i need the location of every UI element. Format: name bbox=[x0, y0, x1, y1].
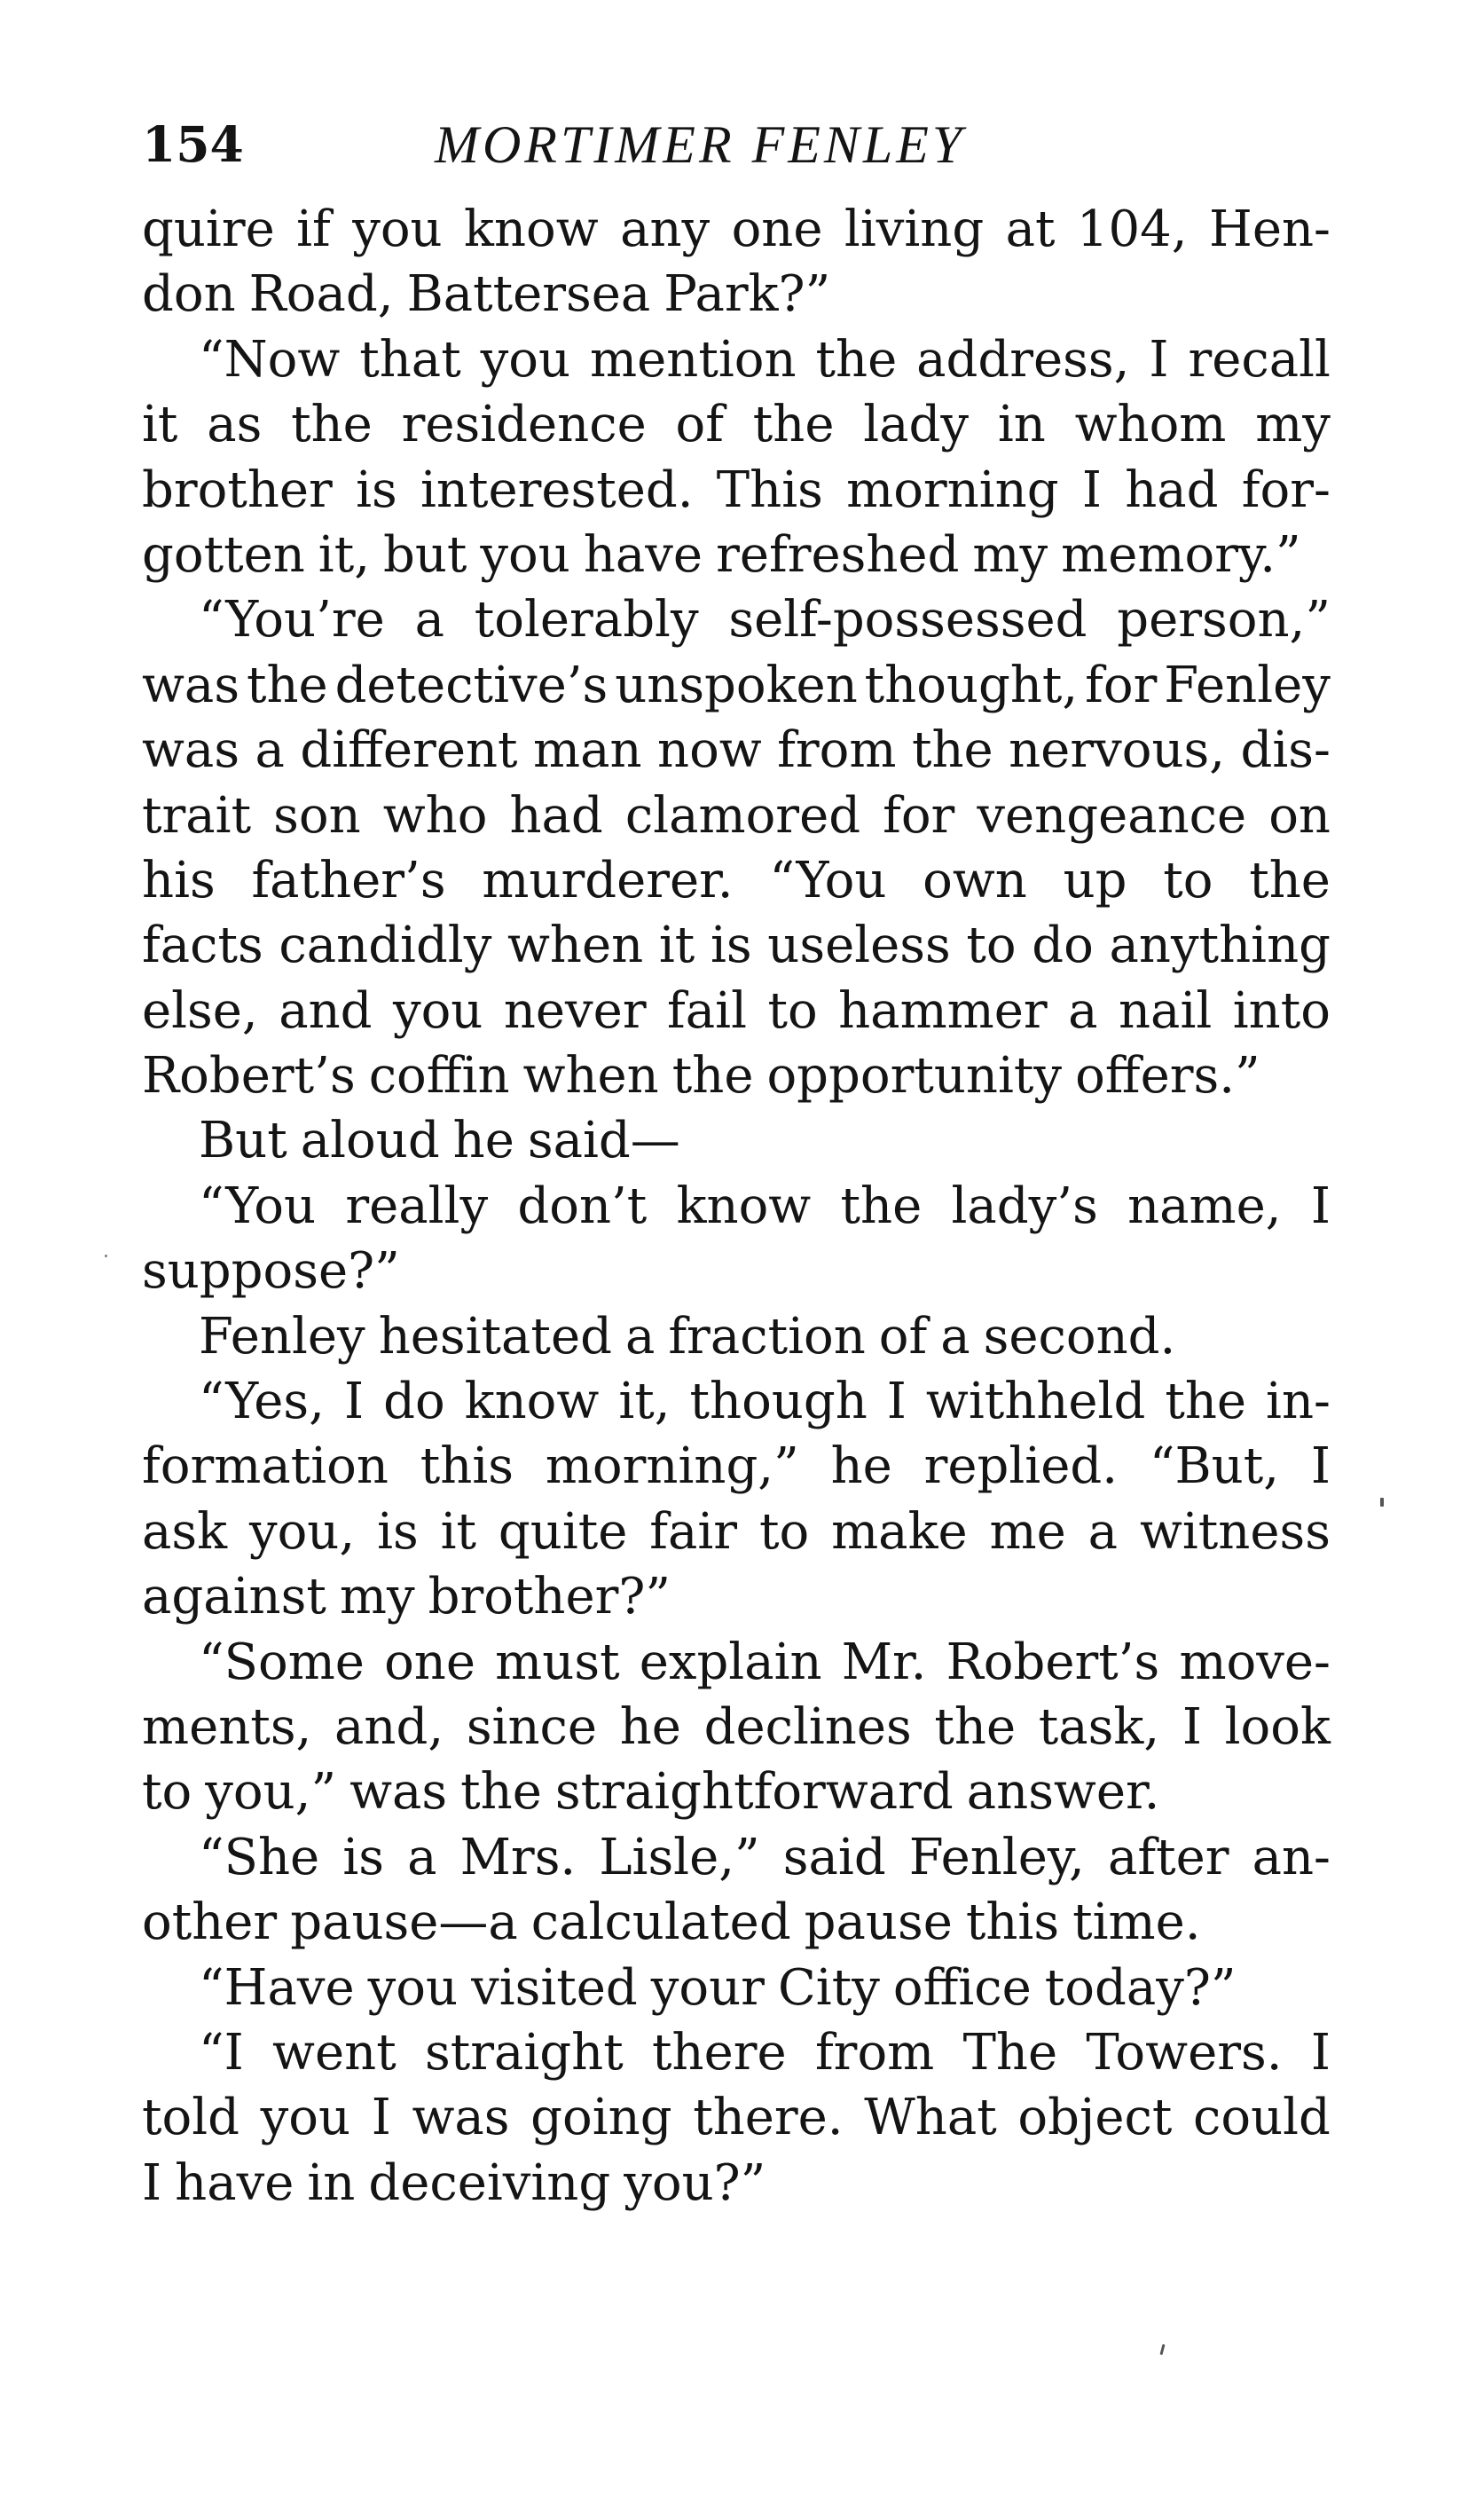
text-line: “You’re a tolerably self-possessed person,” bbox=[199, 591, 1331, 649]
print-speck bbox=[1380, 1498, 1384, 1507]
text-line: “Have you visited your City office today?” bbox=[199, 1958, 1237, 2017]
text-line: Fenley hesitated a fraction of a second. bbox=[199, 1307, 1176, 1366]
text-line: brother is interested. This morning I had for- bbox=[142, 461, 1331, 519]
text-line: I have in deceiving you?” bbox=[142, 2153, 766, 2212]
running-title: MORTIMER FENLEY bbox=[435, 115, 966, 174]
text-line: “Some one must explain Mr. Robert’s move- bbox=[199, 1633, 1331, 1691]
text-line: “I went straight there from The Towers. I bbox=[199, 2023, 1331, 2082]
text-line: “Now that you mention the address, I recall bbox=[199, 330, 1331, 389]
text-line: “Yes, I do know it, though I withheld the in- bbox=[199, 1373, 1331, 1431]
text-line: trait son who had clamored for vengeance on bbox=[142, 786, 1331, 845]
text-line: “She is a Mrs. Lisle,” said Fenley, after an- bbox=[199, 1828, 1331, 1886]
text-line: ask you, is it quite fair to make me a witness bbox=[142, 1502, 1331, 1561]
text-line: told you I was going there. What object could bbox=[142, 2089, 1331, 2147]
text-line: it as the residence of the lady in whom my bbox=[142, 396, 1331, 454]
text-line: his father’s murderer. “You own up to the bbox=[142, 851, 1331, 909]
text-line: was a different man now from the nervous, dis- bbox=[142, 721, 1331, 780]
text-line: quire if you know any one living at 104, Hen- bbox=[142, 201, 1331, 258]
text-line: gotten it, but you have refreshed my memory.” bbox=[142, 525, 1301, 584]
body-text bbox=[142, 197, 1331, 2216]
text-line: ments, and, since he declines the task, I look bbox=[142, 1697, 1331, 1756]
text-line: “You really don’t know the lady’s name, I bbox=[199, 1177, 1331, 1235]
page-number: 154 bbox=[142, 115, 244, 173]
text-line: against my brother?” bbox=[142, 1568, 671, 1626]
text-line: But aloud he said— bbox=[199, 1112, 680, 1170]
text-line: suppose?” bbox=[142, 1242, 400, 1301]
text-line: facts candidly when it is useless to do anything bbox=[142, 917, 1331, 975]
text-line: don Road, Battersea Park?” bbox=[142, 265, 831, 324]
text-line: to you,” was the straightforward answer. bbox=[142, 1763, 1160, 1822]
text-line: other pause—a calculated pause this time. bbox=[142, 1893, 1201, 1952]
print-speck bbox=[1159, 2344, 1165, 2355]
print-speck bbox=[105, 1255, 107, 1257]
text-line: formation this morning,” he replied. “But, I bbox=[142, 1437, 1331, 1496]
text-line: Robert’s coffin when the opportunity offers.” bbox=[142, 1047, 1260, 1106]
page-header bbox=[142, 105, 1331, 185]
text-line: was the detective’s unspoken thought, for Fenley bbox=[142, 656, 1331, 714]
text-line: else, and you never fail to hammer a nail into bbox=[142, 981, 1331, 1040]
